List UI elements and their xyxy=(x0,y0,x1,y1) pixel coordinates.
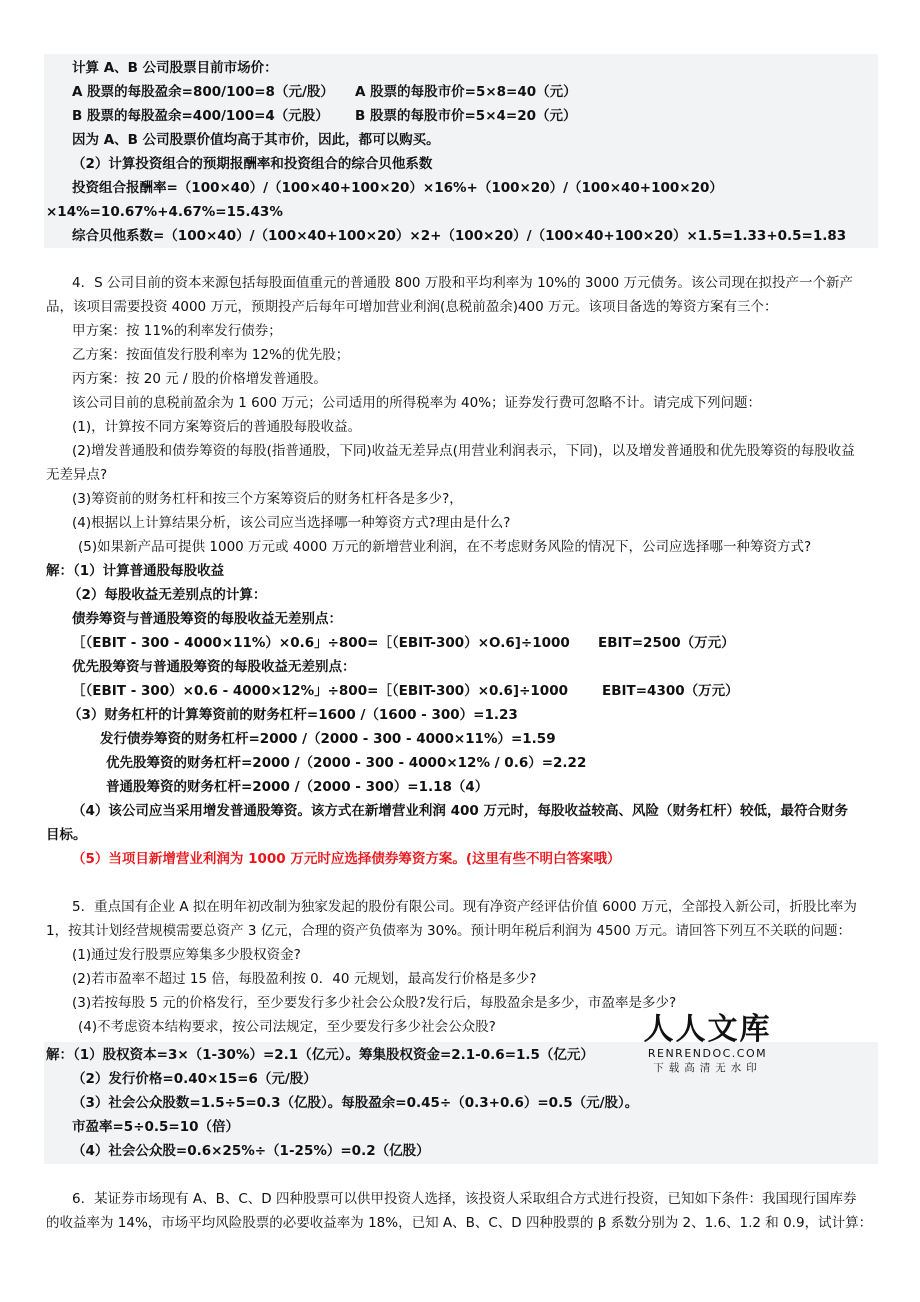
answer4-formula1: ［（EBIT - 300 - 4000×11%）×0.6」÷800=［（EBIT-300）×O.6]÷1000 xyxy=(72,635,570,651)
answer4-formula2: ［（EBIT - 300）×0.6 - 4000×12%」÷800=［（EBIT-300）×0.6]÷1000 xyxy=(72,683,568,699)
answer3-line4: 因为 A、B 公司股票价值均高于其市价，因此，都可以购买。 xyxy=(72,132,440,148)
question4-sub1: (1)，计算按不同方案筹资后的普通股每股收益。 xyxy=(72,419,362,435)
question4-sub3: (3)筹资前的财务杠杆和按三个方案筹资后的财务杠杆各是多少?， xyxy=(72,491,463,507)
question5-sub4: (4)不考虑资本结构要求，按公司法规定，至少要发行多少社会公众股? xyxy=(78,1019,496,1035)
answer3-line1: 计算 A、B 公司股票目前市场价： xyxy=(72,60,278,76)
question5-sub1: (1)通过发行股票应筹集多少股权资金? xyxy=(72,947,301,963)
answer4-line10: 普通股筹资的财务杠杆=2000 /（2000 - 300）=1.18（4） xyxy=(106,779,489,795)
question5-line2: 1，按其计划经营规模需要总资产 3 亿元，合理的资产负债率为 30%。预计明年税后利润为 4500 万元。请回答下列互不关联的问题： xyxy=(46,923,851,939)
answer4-line7: （3）财务杠杆的计算筹资前的财务杠杆=1600 /（1600 - 300）=1.23 xyxy=(68,707,518,723)
question4-line6: 该公司目前的息税前盈余为 1 600 万元；公司适用的所得税率为 40%；证券发行费可忽略不计。请完成下列问题： xyxy=(72,395,762,411)
answer4-line8: 发行债券筹资的财务杠杆=2000 /（2000 - 300 - 4000×11%）=1.59 xyxy=(100,731,556,747)
answer4-line13-highlight: （5）当项目新增营业利润为 1000 万元时应选择债券筹资方案。(这里有些不明白答案哦） xyxy=(72,851,621,867)
answer5-line5: （4）社会公众股=0.6×25%÷（1-25%）=0.2（亿股） xyxy=(72,1143,430,1159)
question4-sub2-cont: 无差异点? xyxy=(46,467,108,483)
answer4-line12: 目标。 xyxy=(46,827,87,843)
answer4-line1: 解：（1）计算普通股每股收益 xyxy=(46,563,225,579)
answer3-line7: ×14%=10.67%+4.67%=15.43% xyxy=(46,204,283,220)
answer3-line8: 综合贝他系数=（100×40）/（100×40+100×20）×2+（100×20）/（100×40+100×20）×1.5=1.33+0.5=1.83 xyxy=(72,228,847,244)
watermark-url: RENRENDOC.COM xyxy=(647,1047,768,1060)
question4-sub4: (4)根据以上计算结果分析，该公司应当选择哪一种筹资方式?理由是什么? xyxy=(72,515,511,531)
answer3-line2a: A 股票的每股盈余=800/100=8（元/股） xyxy=(72,84,334,100)
question4-plan-b: 乙方案：按面值发行股利率为 12%的优先股； xyxy=(72,347,350,363)
question5-sub2: (2)若市盈率不超过 15 倍，每股盈利按 0．40 元规划，最高发行价格是多少? xyxy=(72,971,537,987)
question5-line1: 5．重点国有企业 A 拟在明年初改制为独家发起的股份有限公司。现有净资产经评估价值 6000 万元，全部投入新公司，折股比率为 xyxy=(72,899,857,915)
question4-plan-c: 丙方案：按 20 元 / 股的价格增发普通股。 xyxy=(72,371,327,387)
question4-line2: 品，该项目需要投资 4000 万元，预期投产后每年可增加营业利润(息税前盈余)400 万元。该项目备选的筹资方案有三个： xyxy=(46,299,778,315)
answer3-line6: 投资组合报酬率=（100×40）/（100×40+100×20）×16%+（100×20）/（100×40+100×20） xyxy=(72,180,723,196)
answer4-line9: 优先股筹资的财务杠杆=2000 /（2000 - 300 - 4000×12% / 0.6）=2.22 xyxy=(106,755,587,771)
answer4-line2: （2）每股收益无差别点的计算： xyxy=(68,587,267,603)
question6-line1: 6．某证券市场现有 A、B、C、D 四种股票可以供甲投资人选择，该投资人采取组合方式进行投资，已知如下条件：我国现行国库券 xyxy=(72,1191,857,1207)
renrendoc-watermark-logo xyxy=(640,1013,775,1075)
answer3-line5: （2）计算投资组合的预期报酬率和投资组合的综合贝他系数 xyxy=(72,156,433,172)
question4-line1: 4．S 公司目前的资本来源包括每股面值重元的普通股 800 万股和平均利率为 10%的 3000 万元债务。该公司现在拟投产一个新产 xyxy=(72,275,854,291)
answer5-line1: 解：（1）股权资本=3×（1-30%）=2.1（亿元）。筹集股权资金=2.1-0.6=1.5（亿元） xyxy=(46,1047,594,1063)
answer5-line2: （2）发行价格=0.40×15=6（元/股） xyxy=(72,1071,317,1087)
answer3-line3a: B 股票的每股盈余=400/100=4（元股） xyxy=(72,108,329,124)
question6-line2: 的收益率为 14%，市场平均风险股票的必要收益率为 18%，已知 A、B、C、D 四种股票的 β 系数分别为 2、1.6、1.2 和 0.9，试计算： xyxy=(46,1215,873,1231)
answer4-ebit2: EBIT=4300（万元） xyxy=(602,683,739,699)
answer4-line3: 债券筹资与普通股筹资的每股收益无差别点： xyxy=(72,611,342,627)
question4-sub2: (2)增发普通股和债券筹资的每股(指普通股，下同)收益无差异点(用营业利润表示，下同)，以及增发普通股和优先股筹资的每股收益 xyxy=(72,443,855,459)
watermark-subtitle: 下载高清无水印 xyxy=(653,1062,762,1074)
answer4-line5: 优先股筹资与普通股筹资的每股收益无差别点： xyxy=(72,659,356,675)
question4-sub5: (5)如果新产品可提供 1000 万元或 4000 万元的新增营业利润，在不考虑财务风险的情况下，公司应选择哪一种筹资方式? xyxy=(78,539,812,555)
answer3-line3b: B 股票的每股市价=5×4=20（元） xyxy=(355,108,577,124)
answer3-line2b: A 股票的每股市价=5×8=40（元） xyxy=(355,84,577,100)
question4-plan-a: 甲方案：按 11%的利率发行债券； xyxy=(72,323,282,339)
answer5-line4: 市盈率=5÷0.5=10（倍） xyxy=(72,1119,240,1135)
answer4-line11: （4）该公司应当采用增发普通股筹资。该方式在新增营业利润 400 万元时，每股收益较高、风险（财务杠杆）较低，最符合财务 xyxy=(72,803,848,819)
watermark-title: 人人文库 xyxy=(643,1012,772,1047)
answer4-ebit1: EBIT=2500（万元） xyxy=(598,635,735,651)
answer5-line3: （3）社会公众股数=1.5÷5=0.3（亿股）。每股盈余=0.45÷（0.3+0.6）=0.5（元/股）。 xyxy=(72,1095,639,1111)
question5-sub3: (3)若按每股 5 元的价格发行，至少要发行多少社会公众股?发行后，每股盈余是多少，市盈率是多少? xyxy=(72,995,677,1011)
